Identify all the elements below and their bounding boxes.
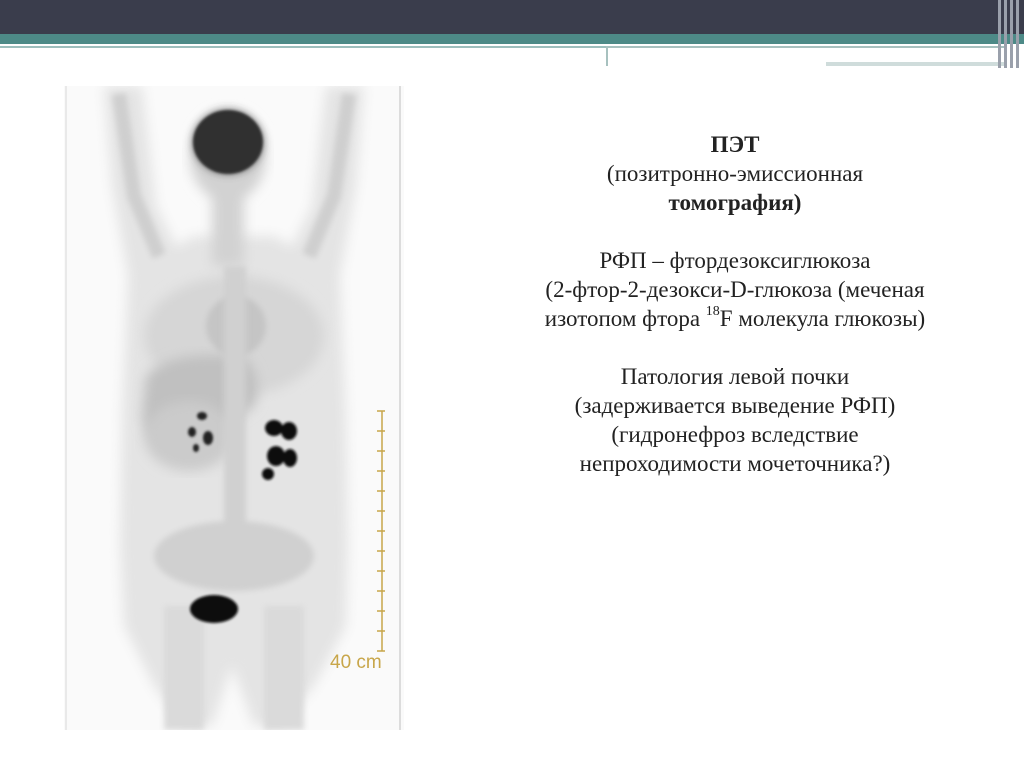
subtitle-line-1: (позитронно-эмиссионная [606,161,864,186]
rfp-line-3-after: F молекула глюкозы) [719,306,926,331]
isotope-mass-number: 18 [705,304,720,320]
header-step-decoration-2 [826,62,1006,66]
pathology-line-4: непроходимости мочеточника?) [579,451,891,476]
scale-label: 40 cm [330,652,382,673]
pet-scan-svg [64,86,404,730]
rfp-line-3 [470,304,1000,333]
slide-text [470,130,1000,478]
header-accent [0,34,1024,44]
rfp-line-1: РФП – фтордезоксиглюкоза [599,248,871,273]
rfp-line-2: (2-фтор-2-дезокси-D-глюкоза (меченая [545,277,925,302]
rfp-line-3-before: изотопом фтора [544,306,706,331]
pathology-line-2: (задерживается выведение РФП) [574,393,896,418]
corner-bars-decoration [996,0,1024,68]
header-band [0,0,1024,34]
pathology-line-1: Патология левой почки [620,364,850,389]
pet-scan-image [64,86,404,730]
slide-title: ПЭТ [710,132,760,157]
subtitle-line-2: томография) [668,190,802,215]
pathology-line-3: (гидронефроз вследствие [611,422,859,447]
